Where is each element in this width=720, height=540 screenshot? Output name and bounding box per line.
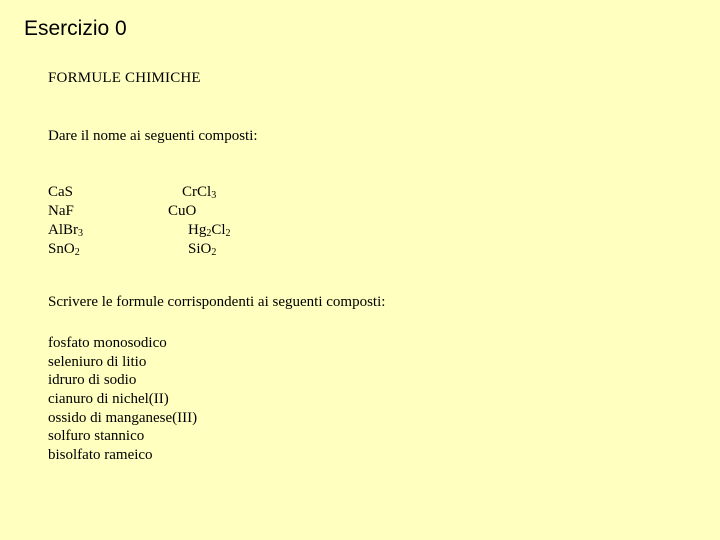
compound-name: idruro di sodio [48,372,137,389]
compound-name: ossido di manganese(III) [48,409,198,426]
formula-left: SnO$_2$ [48,241,80,258]
formula-right: CuO [168,203,197,219]
formula-instruction: Scrivere le formule corrispondenti ai seguenti composti: [48,294,386,310]
formula-row [48,241,348,260]
compound-name: cianuro di nichel(II) [48,391,169,408]
formula-left: AlBr$_3$ [48,222,83,239]
formula-left: CaS [48,184,74,200]
naming-instruction: Dare il nome ai seguenti composti: [48,128,258,144]
slide-title: Esercizio 0 [24,17,127,40]
formula-right: $Hg_2Cl_2$ [188,222,231,239]
formula-left: NaF [48,203,74,219]
formula-row [48,184,348,203]
compound-name-list [48,334,197,465]
formula-row [48,222,348,241]
compound-name: seleniuro di litio [48,353,147,370]
compound-name: bisolfato rameico [48,447,153,464]
formula-right: SiO$_2$ [188,241,217,258]
formula-list [48,184,348,260]
formula-row [48,203,348,222]
compound-name: fosfato monosodico [48,335,167,351]
compound-name: solfuro stannico [48,428,145,445]
formula-right: CrCl$_3$ [182,184,217,201]
document-heading: FORMULE CHIMICHE [48,70,201,86]
